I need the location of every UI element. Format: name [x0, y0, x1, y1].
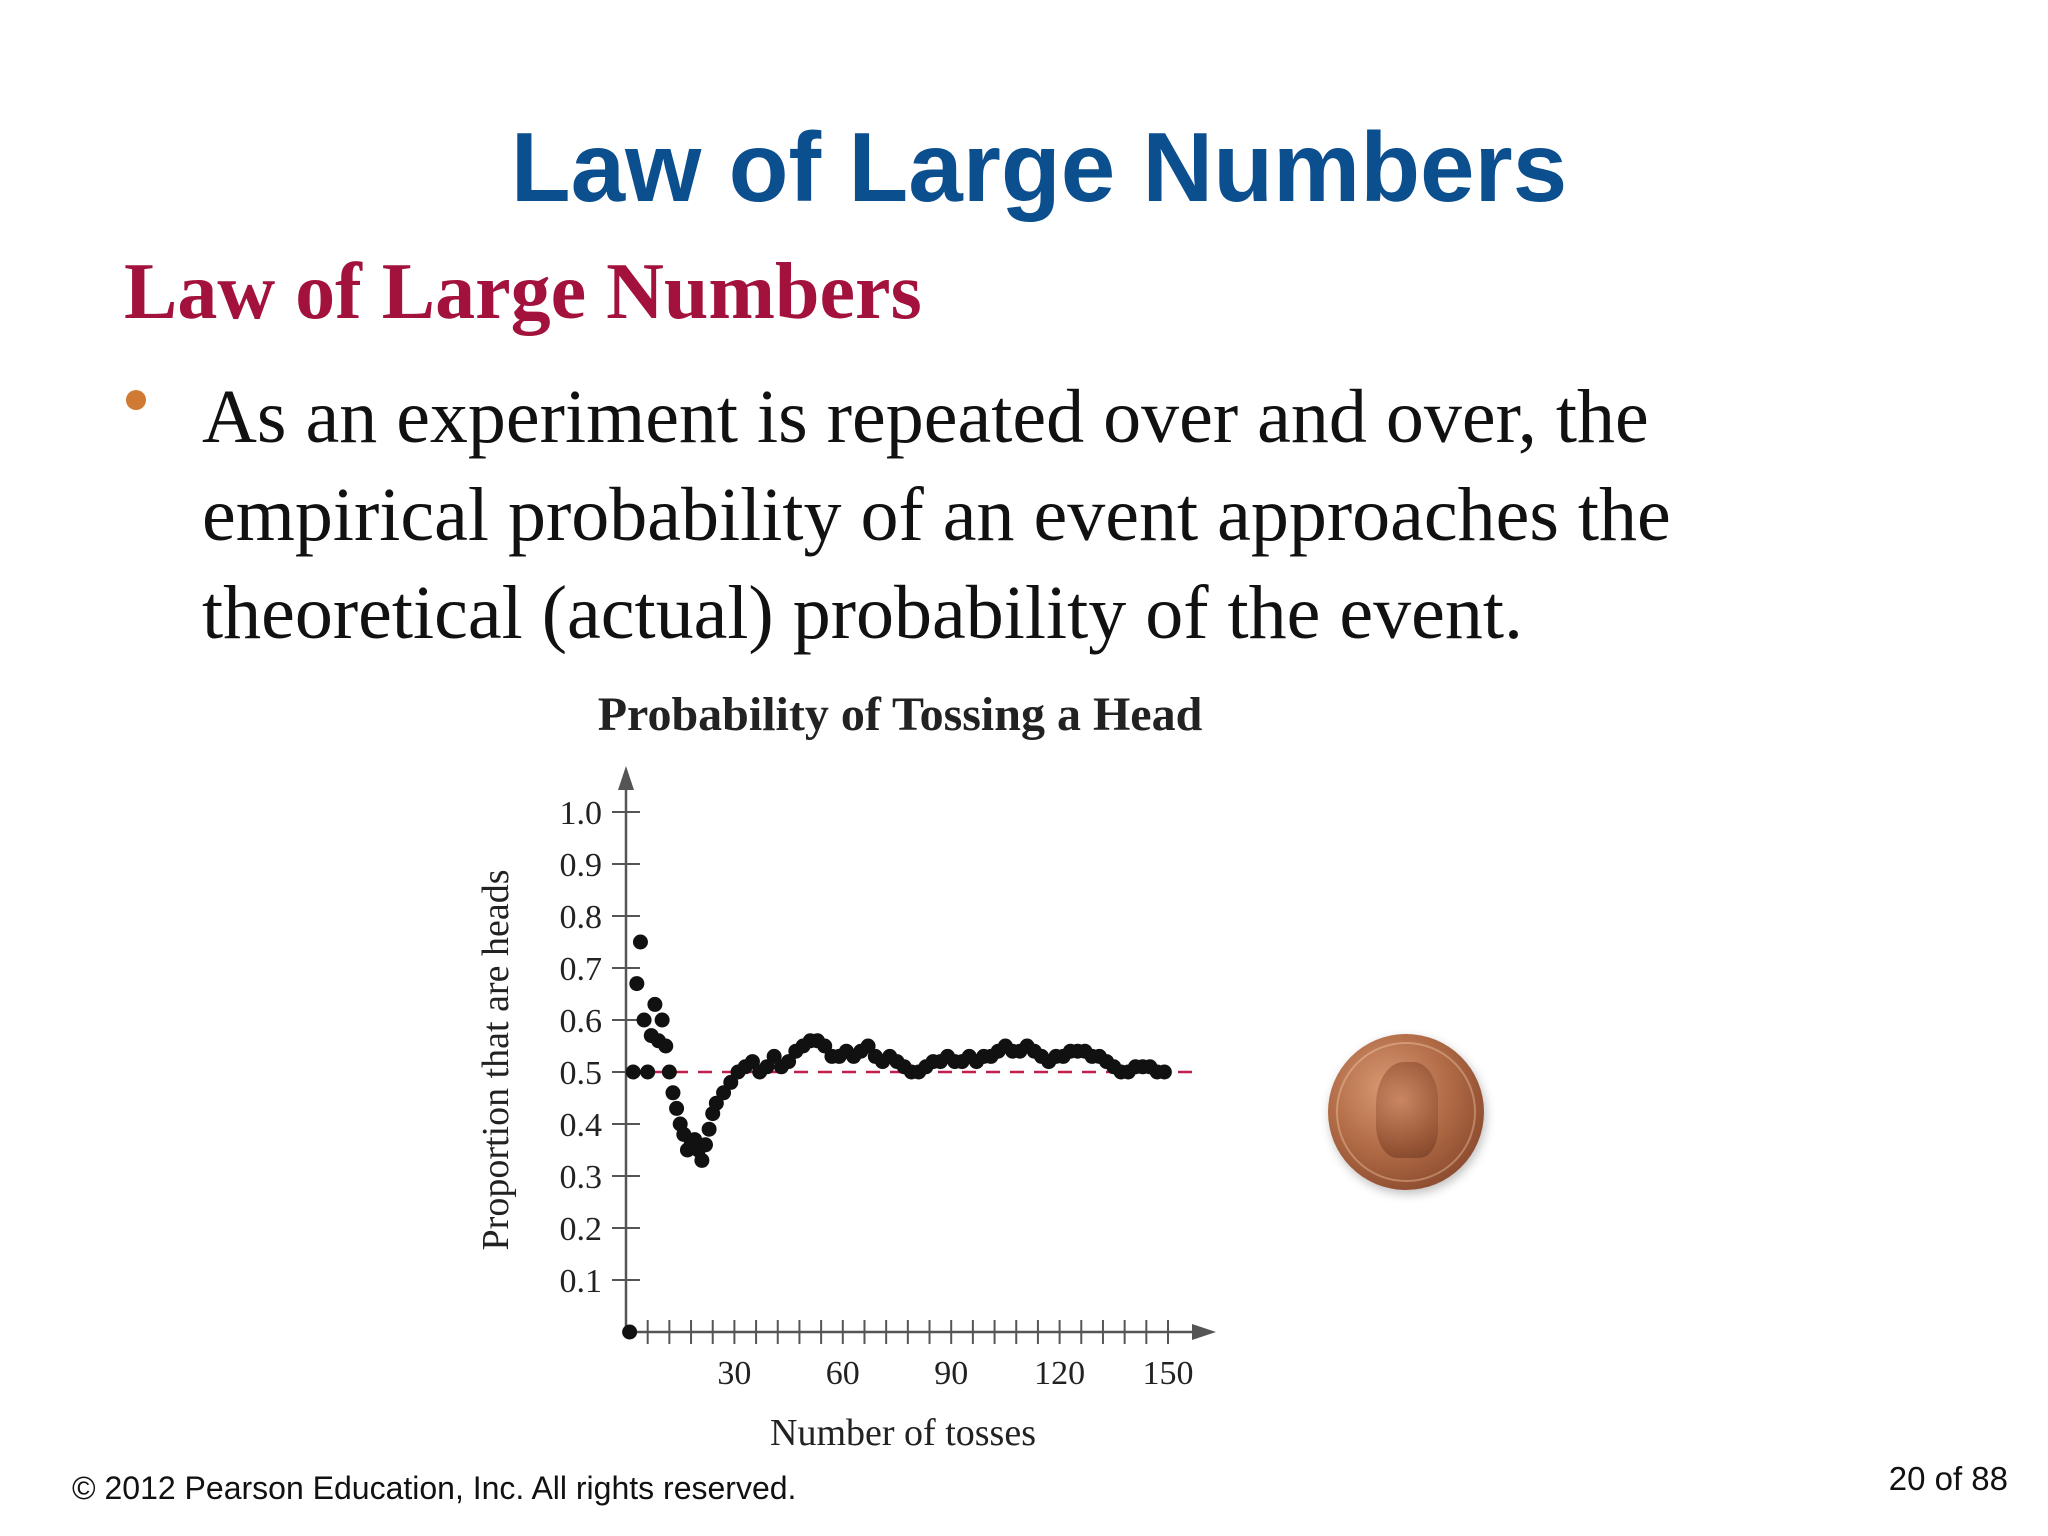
y-tick-label: 0.4 — [559, 1107, 602, 1144]
y-axis-arrow — [618, 766, 634, 790]
y-tick-label: 0.5 — [559, 1055, 602, 1092]
data-point — [637, 1013, 652, 1028]
x-tick-label: 150 — [1142, 1355, 1194, 1392]
data-point — [665, 1085, 680, 1100]
penny-profile — [1376, 1062, 1438, 1158]
data-point — [658, 1039, 673, 1054]
page-number: 20 of 88 — [1888, 1460, 2008, 1497]
data-point — [698, 1137, 713, 1152]
bullet-text: As an experiment is repeated over and over, the empirical probability of an event approaches the theoretical (actual) probability of the event. — [202, 375, 1671, 655]
y-tick-label: 0.2 — [559, 1211, 602, 1248]
data-point — [694, 1153, 709, 1168]
data-point — [669, 1101, 684, 1116]
chart-title: Probability of Tossing a Head — [597, 688, 1203, 741]
data-point — [629, 976, 644, 991]
footer-copyright: © 2012 Pearson Education, Inc. All rights reserved. — [72, 1470, 797, 1506]
y-tick-label: 0.3 — [559, 1159, 602, 1196]
slide-title: Law of Large Numbers — [510, 112, 1568, 222]
y-tick-label: 0.8 — [559, 899, 602, 936]
x-tick-label: 60 — [825, 1355, 860, 1392]
y-axis-label: Proportion that are heads — [475, 869, 517, 1251]
data-point — [622, 1325, 637, 1340]
x-axis-arrow — [1192, 1324, 1216, 1340]
chart-axes — [618, 766, 1216, 1340]
data-point — [1157, 1065, 1172, 1080]
x-tick-label: 90 — [934, 1355, 969, 1392]
data-point — [633, 935, 648, 950]
x-tick-label: 120 — [1034, 1355, 1086, 1392]
data-point — [626, 1065, 641, 1080]
data-point — [655, 1013, 670, 1028]
y-tick-label: 1.0 — [559, 795, 602, 832]
data-points — [622, 935, 1172, 1340]
section-heading: Law of Large Numbers — [124, 248, 922, 336]
data-point — [640, 1065, 655, 1080]
penny-image — [1328, 1034, 1484, 1190]
y-tick-label: 0.9 — [559, 847, 602, 884]
data-point — [702, 1122, 717, 1137]
data-point — [662, 1065, 677, 1080]
data-point — [647, 997, 662, 1012]
chart-ticks — [560, 795, 1194, 1392]
y-tick-label: 0.6 — [559, 1003, 602, 1040]
x-tick-label: 30 — [717, 1355, 752, 1392]
x-axis-label: Number of tosses — [770, 1412, 1036, 1454]
y-tick-label: 0.7 — [559, 951, 602, 988]
y-tick-label: 0.1 — [559, 1263, 602, 1300]
